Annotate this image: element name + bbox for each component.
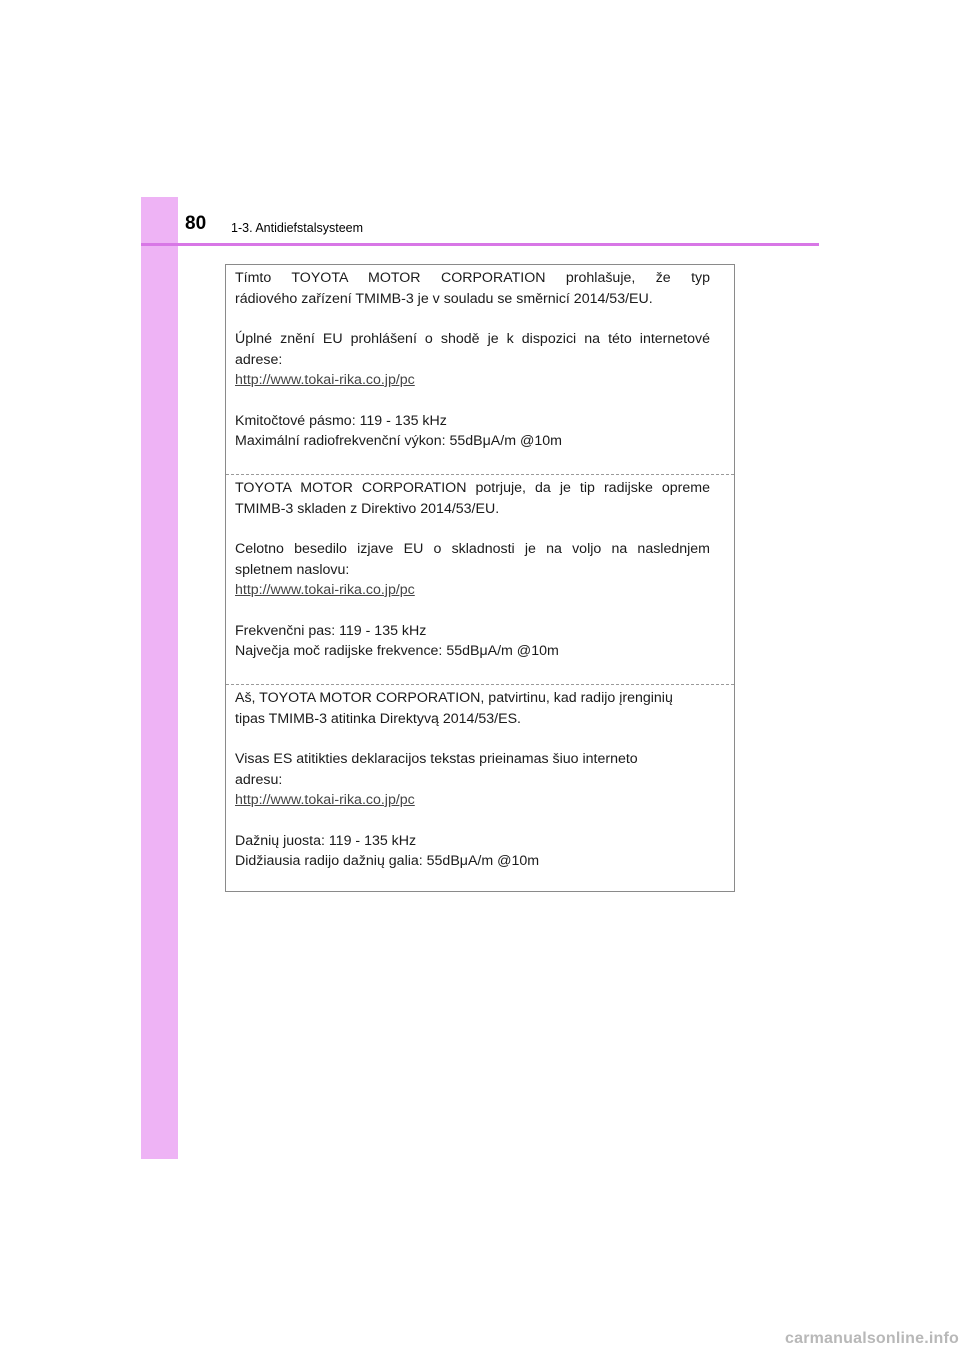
block-text: Didžiausia radijo dažnių galia: 55dBμA/m @10m bbox=[235, 853, 540, 869]
block-text: Tímto TOYOTA MOTOR CORPORATION prohlašuje, že typ bbox=[235, 270, 710, 286]
block-text: Dažnių juosta: 119 - 135 kHz bbox=[235, 832, 417, 849]
block-text: Aš, TOYOTA MOTOR CORPORATION, patvirtinu, kad radijo įrenginių bbox=[235, 690, 673, 706]
block-text: Visas ES atitikties deklaracijos tekstas prieinamas šiuo interneto bbox=[235, 751, 638, 767]
block-text: Úplné znění EU prohlášení o shodě je k dispozici na této internetové bbox=[235, 331, 710, 347]
block-text: adresu: bbox=[235, 771, 283, 788]
declaration-link[interactable]: http://www.tokai-rika.co.jp/pc bbox=[235, 372, 415, 388]
block-text: Maximální radiofrekvenční výkon: 55dBμA/m @10m bbox=[235, 433, 562, 449]
block-text: Kmitočtové pásmo: 119 - 135 kHz bbox=[235, 412, 447, 429]
declaration-block-lt bbox=[226, 684, 734, 891]
watermark: carmanualsonline.info bbox=[785, 1330, 960, 1347]
block-text: rádiového zařízení TMIMB-3 je v souladu se směrnicí 2014/53/EU. bbox=[235, 290, 653, 307]
block-text: spletnem naslovu: bbox=[235, 561, 350, 578]
chapter-sidebar-tab bbox=[141, 197, 178, 1159]
declaration-box bbox=[225, 264, 735, 892]
block-text: Celotno besedilo izjave EU o skladnosti je na voljo na naslednjem bbox=[235, 541, 710, 557]
declaration-block-cs bbox=[226, 265, 734, 474]
page-number: 80 bbox=[185, 213, 207, 234]
declaration-block-sl bbox=[226, 474, 734, 684]
header-rule bbox=[141, 243, 819, 246]
block-text: TOYOTA MOTOR CORPORATION potrjuje, da je tip radijske opreme bbox=[235, 480, 710, 496]
block-text: TMIMB-3 skladen z Direktivo 2014/53/EU. bbox=[235, 500, 500, 517]
block-text: adrese: bbox=[235, 351, 283, 368]
section-title: 1-3. Antidiefstalsysteem bbox=[231, 221, 364, 235]
declaration-link[interactable]: http://www.tokai-rika.co.jp/pc bbox=[235, 582, 415, 598]
declaration-link[interactable]: http://www.tokai-rika.co.jp/pc bbox=[235, 792, 415, 808]
block-text: tipas TMIMB-3 atitinka Direktyvą 2014/53/ES. bbox=[235, 710, 521, 727]
block-text: Frekvenčni pas: 119 - 135 kHz bbox=[235, 622, 427, 639]
block-text: Največja moč radijske frekvence: 55dBμA/m @10m bbox=[235, 643, 559, 659]
